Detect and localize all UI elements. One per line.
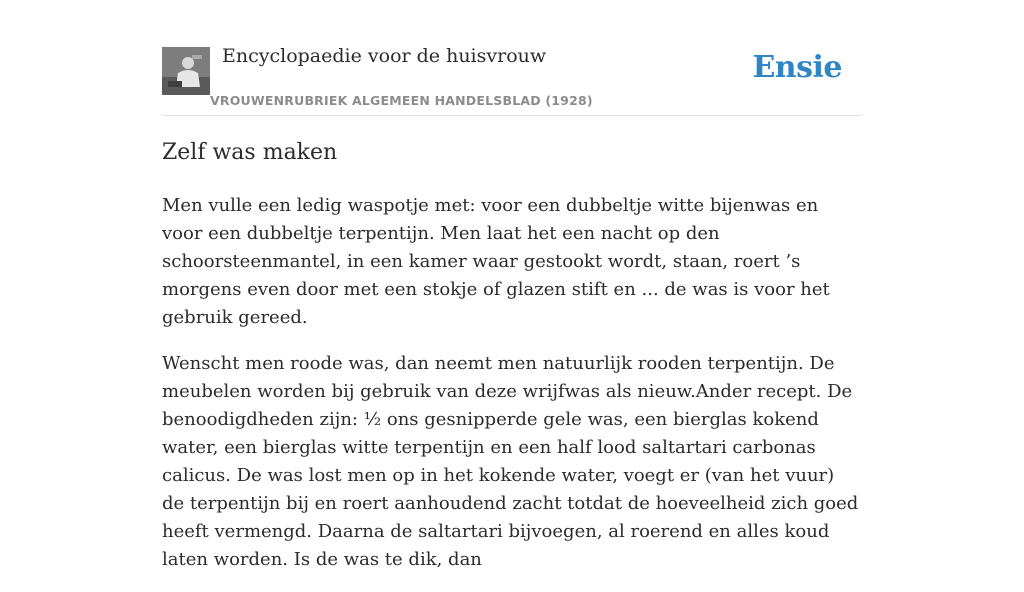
article-paragraph: Men vulle een ledig waspotje met: voor een dubbeltje witte bijenwas en voor een dubbeltje terpentijn. Men laat het een nacht op den schoorsteenmantel, in een kamer waar gestookt wordt, staan, roert ’s morgens even door met een stokje of glazen stift en ... de was is voor het gebruik gereed.: [162, 195, 830, 328]
article-title: Zelf was maken: [162, 140, 338, 165]
content-container: [162, 0, 862, 570]
portrait-image: [162, 47, 210, 95]
site-subtitle: VROUWENRUBRIEK ALGEMEEN HANDELSBLAD (1928): [210, 93, 593, 108]
site-title[interactable]: Encyclopaedie voor de huisvrouw: [222, 45, 547, 67]
avatar[interactable]: [162, 47, 210, 95]
article-body: [162, 192, 862, 592]
article-paragraph: Wenscht men roode was, dan neemt men natuurlijk rooden terpentijn. De meubelen worden bij gebruik van deze wrijfwas als nieuw.Ander recept. De benoodigdheden zijn: ½ ons gesnipperde gele was, een bierglas kokend water, een bierglas witte terpentijn en een half lood saltartari carbonas calicus. De was lost men op in het kokende water, voegt er (van het vuur) de terpentijn bij en roert aanhoudend zacht totdat de hoeveelheid zich goed heeft vermengd. Daarna de saltartari bijvoegen, al roerend en alles koud laten worden. Is de was te dik, dan: [162, 353, 859, 570]
site-header: [162, 0, 862, 116]
ensie-logo-link[interactable]: Ensie: [752, 50, 842, 85]
